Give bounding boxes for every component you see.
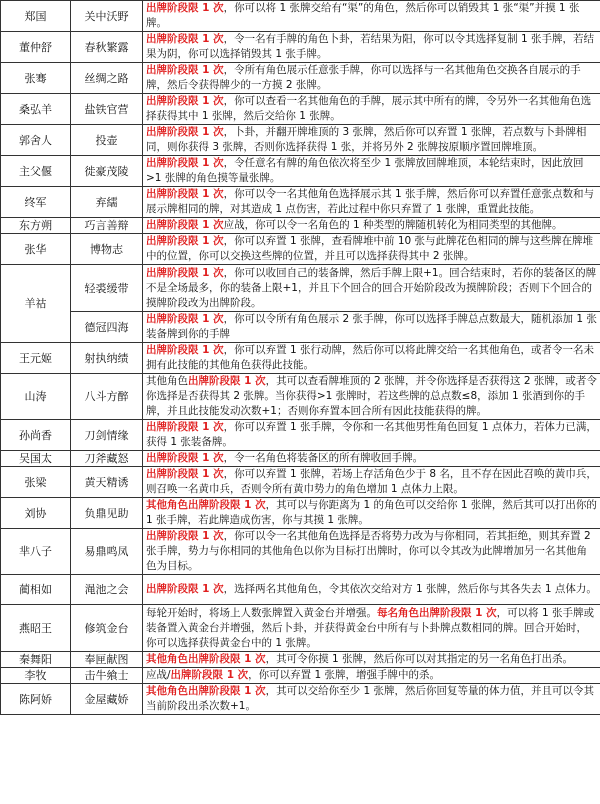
skill-description	[143, 125, 600, 156]
skill-description	[143, 218, 600, 234]
desc-limit-highlight: 出牌阶段限 1 次	[146, 33, 224, 45]
desc-limit-highlight: 出牌阶段限 1 次	[146, 64, 224, 76]
character-name: 郭舍人	[1, 125, 71, 156]
desc-limit-highlight: 出牌阶段限 1 次	[146, 468, 224, 480]
desc-text: ，你可以弃置 1 张牌，若场上存活角色少于 8 名，且不存在因此召唤的黄巾兵，则召唤一名黄巾兵，否则令所有黄巾势力的角色增加 1 点体力上限。	[146, 468, 597, 495]
character-name: 刘协	[1, 498, 71, 529]
skill-name: 易鼎鸣凤	[71, 529, 143, 575]
character-name: 张华	[1, 234, 71, 265]
desc-text: ，令一名角色将装备区的所有牌收回手牌。	[223, 452, 424, 464]
table-row	[1, 652, 600, 668]
table-row	[1, 187, 600, 218]
table-row	[1, 1, 600, 32]
desc-limit-highlight: 出牌阶段限 1 次	[146, 530, 224, 542]
character-name: 东方朔	[1, 218, 71, 234]
skill-name: 刀斧藏怒	[71, 451, 143, 467]
character-name: 李牧	[1, 668, 71, 684]
desc-prefix: 其他角色	[146, 375, 188, 387]
desc-text: ，你可以弃置 1 张行动牌，然后你可以将此牌交给一名其他角色，或者令一名未拥有此技能的其他角色获得此技能。	[146, 344, 594, 371]
skill-description	[143, 605, 600, 652]
skill-description	[143, 32, 600, 63]
skill-name: 巧言善辩	[71, 218, 143, 234]
skill-name: 丝绸之路	[71, 63, 143, 94]
desc-limit-highlight: 其他角色出牌阶段限 1 次	[146, 499, 266, 511]
table-row	[1, 529, 600, 575]
skill-name: 修筑金台	[71, 605, 143, 652]
table-row	[1, 94, 600, 125]
character-name: 陈阿娇	[1, 684, 71, 715]
table-row	[1, 343, 600, 374]
skill-name: 黄天精诱	[71, 467, 143, 498]
skill-name: 弃繻	[71, 187, 143, 218]
skill-name: 负鼎见助	[71, 498, 143, 529]
skill-description	[143, 343, 600, 374]
character-name: 终军	[1, 187, 71, 218]
desc-limit-highlight: 出牌阶段限 1 次	[146, 126, 224, 138]
skill-description	[143, 420, 600, 451]
skill-description	[143, 498, 600, 529]
desc-text: ，其可以与你距离为 1 的角色可以交给你 1 张牌，然后其可以打出你的 1 张手牌，若此牌造成伤害，你与其摸 1 张牌。	[146, 499, 597, 526]
skill-description	[143, 668, 600, 684]
skill-description	[143, 652, 600, 668]
desc-limit-highlight: 出牌阶段限 1 次	[146, 235, 224, 247]
skill-description	[143, 575, 600, 605]
desc-text: ，令一名有手牌的角色卜卦，若结果为阳，你可以令其选择复制 1 张手牌，若结果为阴，你可以选择销毁其 1 张手牌。	[146, 33, 594, 60]
desc-limit-highlight: 出牌阶段限 1 次	[188, 375, 266, 387]
skill-description	[143, 684, 600, 715]
skill-description	[143, 467, 600, 498]
skill-description	[143, 312, 600, 343]
skill-description	[143, 374, 600, 420]
desc-text: ，卜卦，并翻开牌堆顶的 3 张牌，然后你可以弃置 1 张牌，若点数与卜卦牌相同，则你获得 3 张牌，否则你选择获得 1 张，并将另外 2 张牌按原顺序置回牌堆顶。	[146, 126, 587, 153]
skill-name: 春秋繁露	[71, 32, 143, 63]
character-name: 张梁	[1, 467, 71, 498]
desc-text: ，你可以弃置 1 张牌，查看牌堆中前 10 张与此牌花色相同的牌与这些牌在牌堆中的位置，你可以交换这些牌的位置，并且可以选择获得其中 2 张牌。	[146, 235, 594, 262]
skill-description	[143, 234, 600, 265]
skill-name: 徙豪茂陵	[71, 156, 143, 187]
desc-text: ，你可以弃置 1 张手牌，令你和一名其他男性角色回复 1 点体力，若体力已满，获得 1 张装备牌。	[146, 421, 597, 448]
character-name: 董仲舒	[1, 32, 71, 63]
skill-description	[143, 63, 600, 94]
desc-text: ，其可以查看牌堆顶的 2 张牌，并令你选择是否获得这 2 张牌，或者令你选择是否获得其 2 张牌。当你获得>1 张牌时，若这些牌的总点数≤8，添加 1 张酒到你的手牌，并且此技能发动次数+1；否则你弃置本回合所有因此技能获得的牌。	[146, 375, 597, 417]
table-row	[1, 156, 600, 187]
skill-description	[143, 265, 600, 312]
character-name: 燕昭王	[1, 605, 71, 652]
desc-limit-highlight: 出牌阶段限 1 次	[146, 95, 224, 107]
desc-limit-highlight: 出牌阶段限 1 次	[146, 452, 224, 464]
table-row	[1, 498, 600, 529]
skill-name: 金屋藏娇	[71, 684, 143, 715]
skill-name: 轻裘缓带	[71, 265, 143, 312]
skill-name: 盐铁官营	[71, 94, 143, 125]
table-row	[1, 575, 600, 605]
table-row	[1, 312, 600, 343]
desc-limit-highlight: 出牌阶段限 1 次	[146, 2, 224, 14]
skill-description	[143, 187, 600, 218]
skill-name: 投壶	[71, 125, 143, 156]
desc-text: ，你可以查看一名其他角色的手牌，展示其中所有的牌，令另外一名其他角色选择获得其中 1 张牌，然后交给你 1 张牌。	[146, 95, 592, 122]
desc-limit-highlight: 出牌阶段限 1 次	[146, 188, 224, 200]
skill-name: 渑池之会	[71, 575, 143, 605]
desc-text: ，你可以令一名其他角色选择展示其 1 张手牌，然后你可以弃置任意张点数和与展示牌相同的牌，对其造成 1 点伤害，若此过程中你只弃置了 1 张牌，重置此技能。	[146, 188, 594, 215]
desc-text: ，令任意名有牌的角色依次将至少 1 张牌放回牌堆顶，本轮结束时，因此放回>1 张牌的角色摸等量张牌。	[146, 157, 584, 184]
skill-description	[143, 94, 600, 125]
table-row	[1, 420, 600, 451]
skill-name: 奉匣献图	[71, 652, 143, 668]
desc-text: ，令所有角色展示任意张手牌，你可以选择与一名其他角色交换各自展示的手牌，然后令获得牌少的一方摸 2 张牌。	[146, 64, 581, 91]
desc-text: ，你可以弃置 1 张牌，增强手牌中的杀。	[248, 669, 441, 681]
character-name: 秦舞阳	[1, 652, 71, 668]
table-row	[1, 234, 600, 265]
table-row	[1, 451, 600, 467]
table-row	[1, 668, 600, 684]
desc-text: ，你可以令一名其他角色选择是否将势力改为与你相同，若其拒绝，则其弃置 2 张手牌，势力与你相同的其他角色以你为目标打出牌时，你可以令其改为此牌增加另一名其他角色为目标。	[146, 530, 591, 572]
desc-text: 应战，你可以令一名角色的 1 种类型的牌随机转化为相同类型的其他牌。	[223, 219, 563, 231]
character-name: 羊祜	[1, 265, 71, 343]
skill-name: 刀剑情缘	[71, 420, 143, 451]
character-name: 吴国太	[1, 451, 71, 467]
desc-text: ，你可以收回自己的装备牌，然后手牌上限+1。回合结束时，若你的装备区的牌不是全场最多，你的装备上限+1，并且下个回合的回合开始阶段改为摸牌阶段；否则下个回合的摸牌阶段改为出牌阶段。	[146, 266, 597, 309]
desc-prefix: 每轮开始时，将场上人数张牌置入黄金台并增强。	[146, 606, 377, 619]
skill-name: 八斗方醉	[71, 374, 143, 420]
table-row	[1, 63, 600, 94]
desc-limit-highlight: 出牌阶段限 1 次	[146, 583, 224, 595]
desc-text: ，其可令你摸 1 张牌，然后你可以对其指定的另一名角色打出杀。	[265, 653, 573, 665]
table-row	[1, 374, 600, 420]
character-name: 蔺相如	[1, 575, 71, 605]
skill-description	[143, 529, 600, 575]
desc-limit-highlight: 出牌阶段限 1 次	[146, 313, 224, 325]
desc-limit-highlight: 出牌阶段限 1 次	[146, 157, 224, 169]
skill-name: 击牛飨士	[71, 668, 143, 684]
table-row	[1, 684, 600, 715]
skill-name: 博物志	[71, 234, 143, 265]
skill-name: 德冠四海	[71, 312, 143, 343]
character-name: 芈八子	[1, 529, 71, 575]
character-name: 桑弘羊	[1, 94, 71, 125]
desc-limit-highlight: 出牌阶段限 1 次	[146, 421, 224, 433]
desc-limit-highlight: 其他角色出牌阶段限 1 次	[146, 653, 266, 665]
skill-description	[143, 156, 600, 187]
skill-description	[143, 1, 600, 32]
skill-name: 射执纳绩	[71, 343, 143, 374]
desc-text: ，你可以令所有角色展示 2 张手牌，你可以选择手牌总点数最大，随机添加 1 张装备牌到你的手牌	[146, 313, 597, 340]
desc-text: ，你可以将 1 张牌交给有“渠”的角色，然后你可以销毁其 1 张“渠”并摸 1 张牌。	[146, 2, 580, 29]
desc-limit-highlight: 出牌阶段限 1 次	[146, 266, 224, 279]
table-row	[1, 467, 600, 498]
character-name: 孙尚香	[1, 420, 71, 451]
desc-text: ，选择两名其他角色，令其依次交给对方 1 张牌，然后你与其各失去 1 点体力。	[223, 583, 597, 595]
desc-limit-highlight: 出牌阶段限 1 次	[170, 669, 249, 681]
character-name: 主父偃	[1, 156, 71, 187]
skill-description	[143, 451, 600, 467]
desc-prefix: 应战/	[146, 669, 171, 681]
table-row	[1, 32, 600, 63]
desc-limit-highlight: 出牌阶段限 1 次	[146, 219, 224, 231]
desc-limit-highlight: 其他角色出牌阶段限 1 次	[146, 685, 266, 697]
table-row	[1, 125, 600, 156]
desc-limit-highlight: 每名角色出牌阶段限 1 次	[377, 606, 497, 619]
skill-table-body	[1, 1, 600, 715]
desc-text: ，其可以交给你至少 1 张牌，然后你回复等量的体力值，并且可以令其当前阶段出杀次数+1。	[146, 685, 594, 712]
table-row	[1, 265, 600, 312]
character-name: 山涛	[1, 374, 71, 420]
desc-limit-highlight: 出牌阶段限 1 次	[146, 344, 224, 356]
character-name: 郑国	[1, 1, 71, 32]
table-row	[1, 605, 600, 652]
character-name: 王元姬	[1, 343, 71, 374]
skill-name: 关中沃野	[71, 1, 143, 32]
character-name: 张骞	[1, 63, 71, 94]
desc-text: ，可以将 1 张手牌或装备置入黄金台并增强，然后卜卦，并获得黄金台中所有与卜卦牌点数相同的牌。回合开始时，你可以选择获得黄金台中的 1 张牌。	[146, 606, 594, 649]
table-row	[1, 218, 600, 234]
